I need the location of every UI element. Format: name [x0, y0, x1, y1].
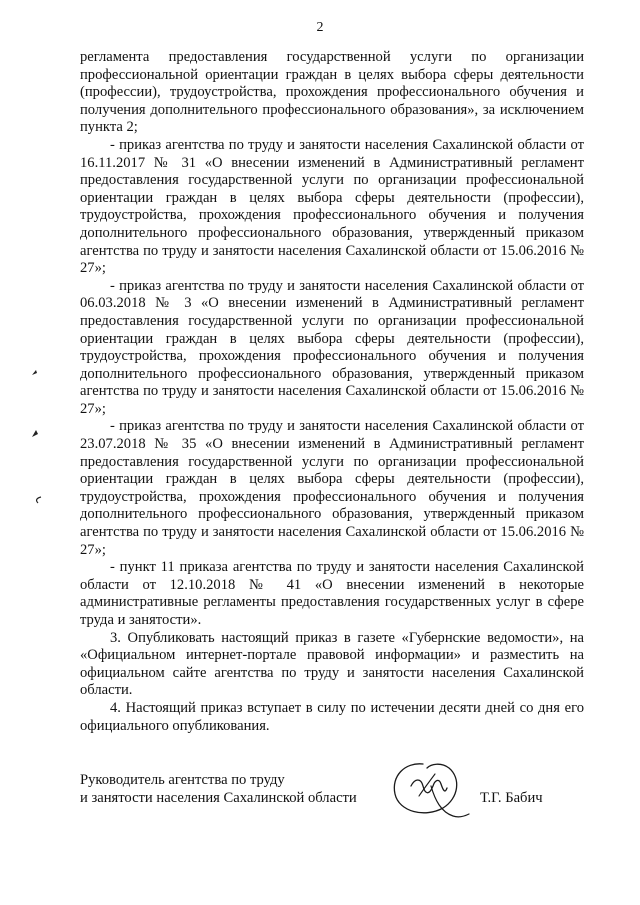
handwritten-signature: [385, 756, 475, 824]
signatory-role-line-1: Руководитель агентства по труду: [80, 772, 285, 788]
paragraph-continuation: регламента предоставления государственной услуги по организации профессиональной ориентации граждан в целях выбора сферы деятельности (профессии), трудоустройства, прохождения профессионального обучения и получения дополнительного профессионального образования», за исключением пункта 2;: [80, 49, 584, 136]
paragraph-publication: 3. Опубликовать настоящий приказ в газете «Губернские ведомости», на «Официальном интернет-портале правовой информации» и разместить на официальном сайте агентства по труду и занятости населения Сахалинской области.: [80, 629, 584, 699]
paragraph-order-41: - пункт 11 приказа агентства по труду и занятости населения Сахалинской области от 12.10.2018 № 41 «О внесении изменений в некоторые административные регламенты предоставления государственных услуг в сфере труда и занятости».: [80, 559, 584, 628]
signature-block: [80, 772, 584, 832]
signatory-name: Т.Г. Бабич: [480, 789, 543, 806]
signatory-role-line-2: и занятости населения Сахалинской области: [80, 789, 357, 806]
page-number: 2: [316, 20, 324, 35]
paragraph-order-31: - приказ агентства по труду и занятости населения Сахалинской области от 16.11.2017 № 31 «О внесении изменений в Административный регламент предоставления государственной услуги по организации профессиональной ориентации граждан в целях выбора сферы деятельности (профессии), трудоустройства, прохождения профессионального обучения и получения дополнительного профессионального образования, утвержденный приказом агентства по труду и занятости населения Сахалинской области от 15.06.2016 № 27»;: [80, 136, 584, 277]
paragraph-order-35: - приказ агентства по труду и занятости населения Сахалинской области от 23.07.2018 № 35 «О внесении изменений в Административный регламент предоставления государственной услуги по организации профессиональной ориентации граждан в целях выбора сферы деятельности (профессии), трудоустройства, прохождения профессионального обучения и получения дополнительного профессионального образования, утвержденный приказом агентства по труду и занятости населения Сахалинской области от 15.06.2016 № 27»;: [80, 418, 584, 558]
document-body: [80, 49, 584, 735]
margin-mark-3: [33, 495, 43, 505]
signatory-role: [80, 772, 380, 807]
paragraph-effective-date: 4. Настоящий приказ вступает в силу по истечении десяти дней со дня его официального опубликования.: [80, 699, 584, 734]
margin-mark-2: [30, 428, 40, 440]
paragraph-order-3: - приказ агентства по труду и занятости населения Сахалинской области от 06.03.2018 № 3 «О внесении изменений в Административный регламент предоставления государственной услуги по организации профессиональной ориентации граждан в целях выбора сферы деятельности (профессии), трудоустройства, прохождения профессионального обучения и получения дополнительного профессионального образования, утвержденный приказом агентства по труду и занятости населения Сахалинской области от 15.06.2016 № 27»;: [80, 277, 584, 417]
margin-mark-1: [30, 368, 40, 378]
